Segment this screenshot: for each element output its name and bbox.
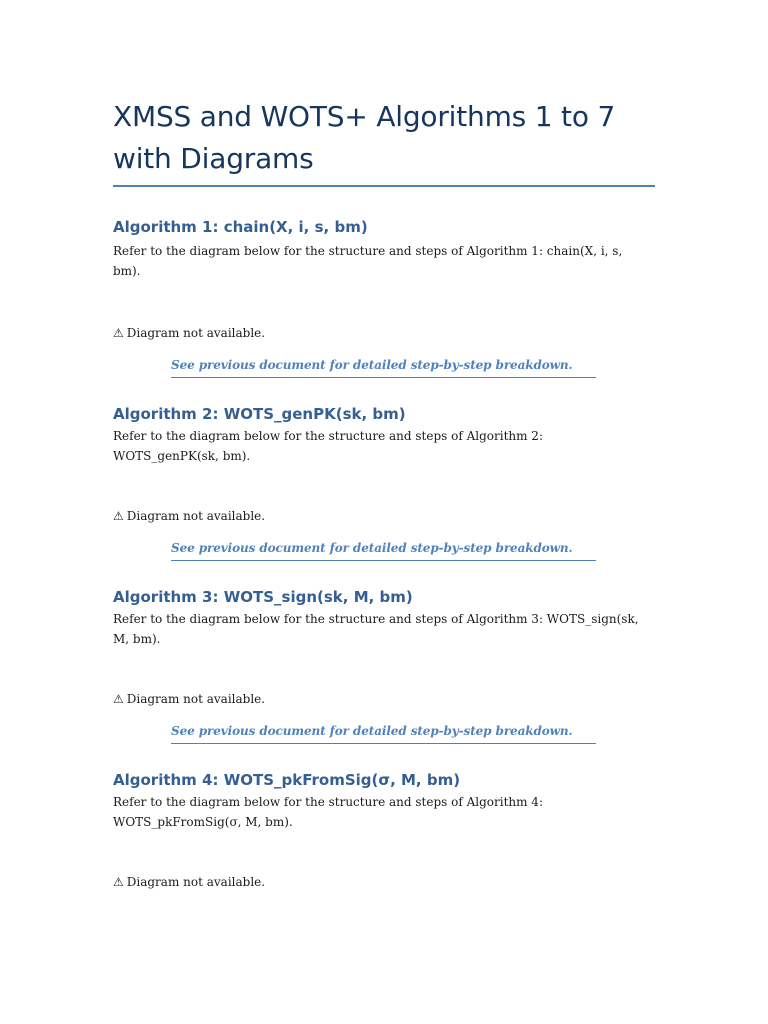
algorithm-section-3	[113, 587, 655, 744]
algorithm-section-1	[113, 217, 655, 378]
section-heading: Algorithm 1: chain(X, i, s, bm)	[113, 218, 368, 236]
callout-note: See previous document for detailed step-by-step breakdown.	[171, 540, 596, 561]
section-heading: Algorithm 2: WOTS_genPK(sk, bm)	[113, 405, 406, 423]
callout-note: See previous document for detailed step-by-step breakdown.	[171, 723, 596, 744]
section-heading: Algorithm 4: WOTS_pkFromSig(σ, M, bm)	[113, 771, 461, 789]
warning-icon: ⚠	[113, 875, 124, 889]
note-text: Diagram not available.	[126, 509, 266, 523]
warning-icon: ⚠	[113, 326, 124, 340]
note-text: Diagram not available.	[126, 692, 266, 706]
document-title: XMSS and WOTS+ Algorithms 1 to 7 with Diagrams	[113, 96, 655, 187]
diagram-missing-note	[113, 325, 655, 341]
section-body: Refer to the diagram below for the structure and steps of Algorithm 3: WOTS_sign(sk, M, bm).	[113, 612, 639, 646]
diagram-missing-note	[113, 508, 655, 524]
diagram-missing-note	[113, 874, 655, 890]
algorithm-section-4	[113, 770, 655, 890]
algorithm-section-2	[113, 404, 655, 561]
note-text: Diagram not available.	[126, 326, 266, 340]
section-body: Refer to the diagram below for the structure and steps of Algorithm 1: chain(X, i, s, bm).	[113, 244, 623, 278]
section-body: Refer to the diagram below for the structure and steps of Algorithm 4: WOTS_pkFromSig(σ, M, bm).	[113, 795, 543, 829]
warning-icon: ⚠	[113, 509, 124, 523]
note-text: Diagram not available.	[126, 875, 266, 889]
section-body: Refer to the diagram below for the structure and steps of Algorithm 2: WOTS_genPK(sk, bm).	[113, 429, 543, 463]
section-heading: Algorithm 3: WOTS_sign(sk, M, bm)	[113, 588, 413, 606]
diagram-missing-note	[113, 691, 655, 707]
callout-note: See previous document for detailed step-by-step breakdown.	[171, 357, 596, 378]
warning-icon: ⚠	[113, 692, 124, 706]
document-page	[113, 96, 655, 890]
